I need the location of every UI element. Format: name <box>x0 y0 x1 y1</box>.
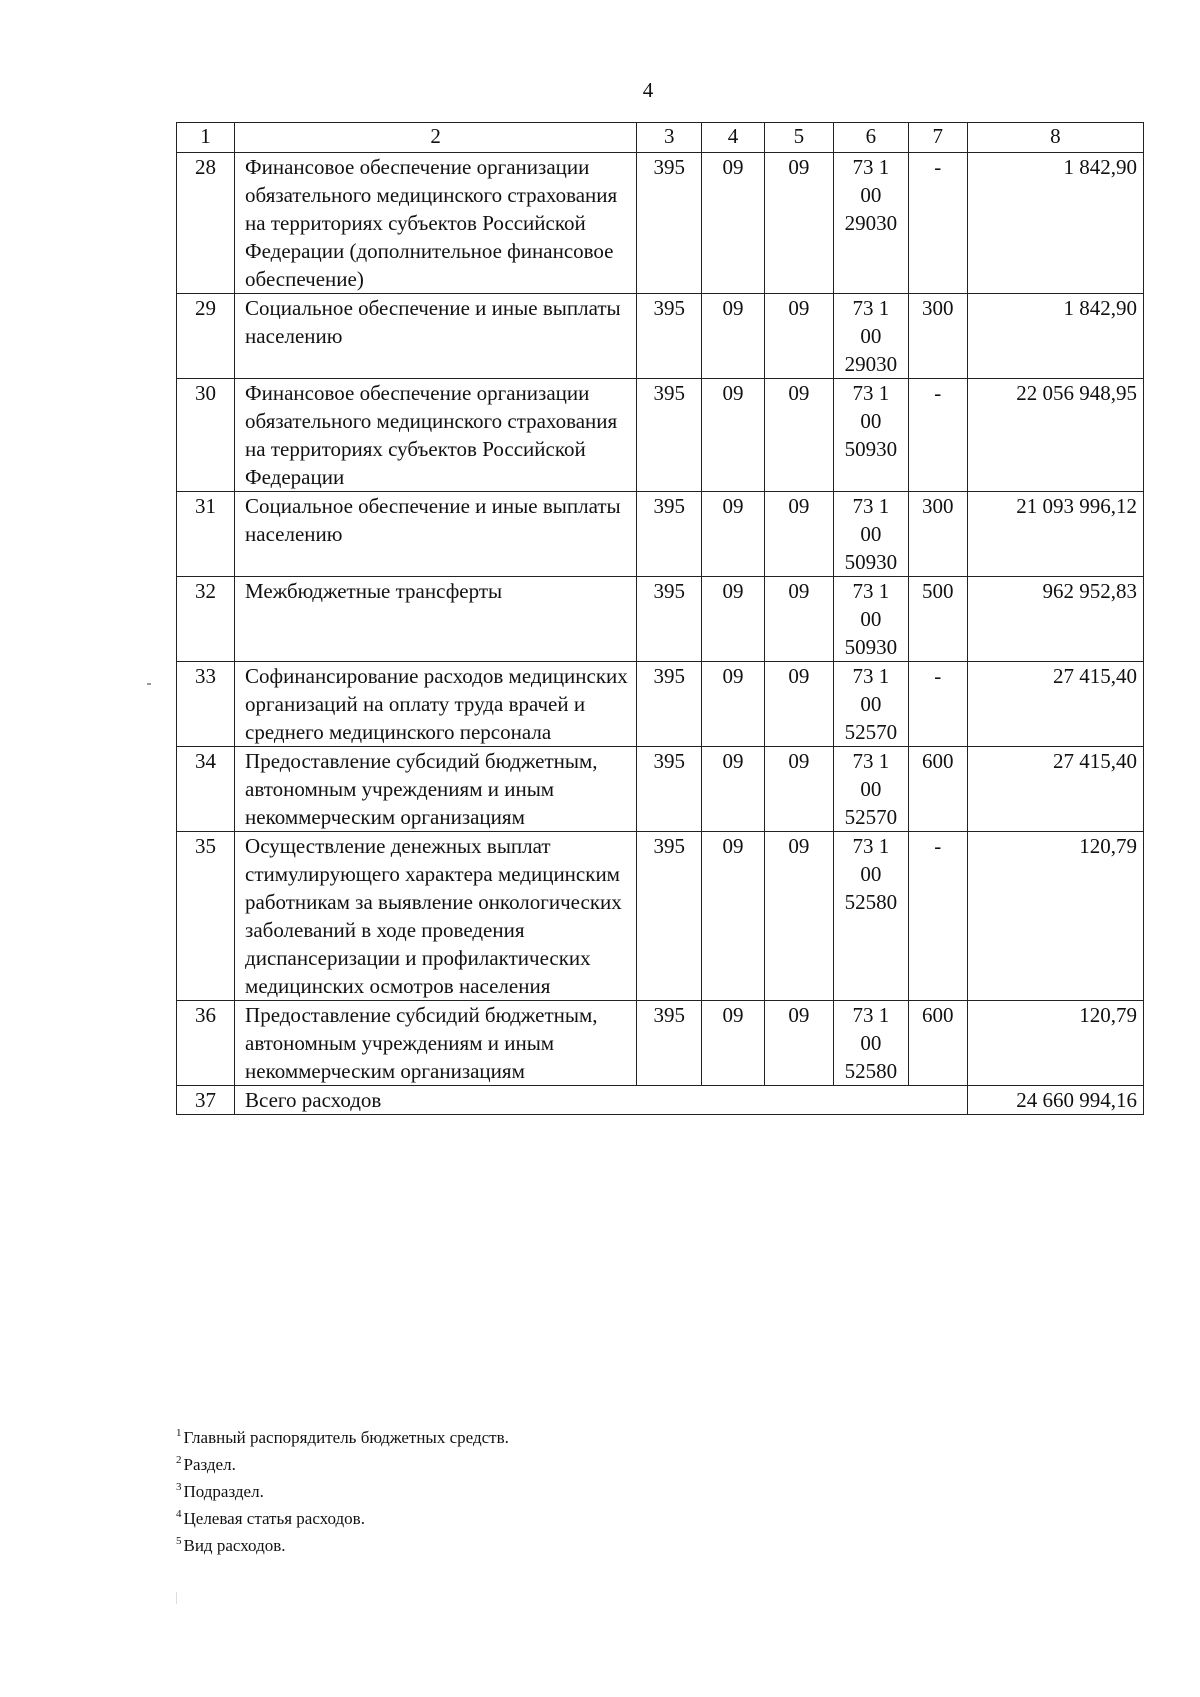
target-article-part: 73 1 00 <box>852 296 890 348</box>
row-name: Социальное обеспечение и иные выплаты населению <box>235 294 637 379</box>
row-number: 33 <box>177 662 235 747</box>
footnote-mark: 2 <box>176 1454 182 1466</box>
section-code: 09 <box>702 379 764 492</box>
expense-kind: 300 <box>908 294 967 379</box>
expenditure-table <box>176 122 1144 1115</box>
column-header: 1 <box>177 123 235 153</box>
target-article-part: 73 1 00 <box>852 1003 890 1055</box>
row-number: 36 <box>177 1001 235 1086</box>
subsection-code: 09 <box>764 577 833 662</box>
section-code: 09 <box>702 747 764 832</box>
row-number: 28 <box>177 153 235 294</box>
row-name: Финансовое обеспечение организации обязательного медицинского страхования на территориях субъектов Российской Федерации <box>235 379 637 492</box>
row-number: 31 <box>177 492 235 577</box>
amount: 22 056 948,95 <box>967 379 1143 492</box>
target-article-part: 73 1 00 <box>852 834 890 886</box>
subsection-code: 09 <box>764 153 833 294</box>
row-name: Софинансирование расходов медицинских организаций на оплату труда врачей и среднего медицинского персонала <box>235 662 637 747</box>
row-name: Межбюджетные трансферты <box>235 577 637 662</box>
row-name: Социальное обеспечение и иные выплаты населению <box>235 492 637 577</box>
section-code: 09 <box>702 492 764 577</box>
target-article-part: 50930 <box>844 550 898 574</box>
footnote-mark: 5 <box>176 1535 182 1547</box>
grbs-code: 395 <box>637 747 702 832</box>
target-article-part: 73 1 00 <box>852 664 890 716</box>
row-name: Финансовое обеспечение организации обязательного медицинского страхования на территориях субъектов Российской Федерации (дополнительное финансовое обеспечение) <box>235 153 637 294</box>
grbs-code: 395 <box>637 153 702 294</box>
footnote-mark: 3 <box>176 1481 182 1493</box>
table-row <box>177 662 1144 747</box>
target-article <box>834 294 909 379</box>
grbs-code: 395 <box>637 1001 702 1086</box>
amount: 27 415,40 <box>967 662 1143 747</box>
row-name: Предоставление субсидий бюджетным, автономным учреждениям и иным некоммерческим организациям <box>235 1001 637 1086</box>
expense-kind: 300 <box>908 492 967 577</box>
grbs-code: 395 <box>637 492 702 577</box>
table-row <box>177 153 1144 294</box>
scan-artifact <box>147 683 151 685</box>
grbs-code: 395 <box>637 379 702 492</box>
target-article-part: 73 1 00 <box>852 155 890 207</box>
subsection-code: 09 <box>764 379 833 492</box>
target-article-part: 73 1 00 <box>852 381 890 433</box>
footnote-text: Целевая статья расходов. <box>183 1509 365 1528</box>
subsection-code: 09 <box>764 1001 833 1086</box>
row-name: Предоставление субсидий бюджетным, автономным учреждениям и иным некоммерческим организациям <box>235 747 637 832</box>
column-header: 8 <box>967 123 1143 153</box>
total-amount: 24 660 994,16 <box>967 1086 1143 1115</box>
grbs-code: 395 <box>637 577 702 662</box>
column-header: 7 <box>908 123 967 153</box>
target-article-part: 52570 <box>844 720 898 744</box>
row-number: 34 <box>177 747 235 832</box>
subsection-code: 09 <box>764 747 833 832</box>
amount: 962 952,83 <box>967 577 1143 662</box>
column-header: 2 <box>235 123 637 153</box>
target-article <box>834 662 909 747</box>
target-article-part: 29030 <box>844 352 898 376</box>
target-article <box>834 832 909 1001</box>
target-article <box>834 492 909 577</box>
expense-kind: - <box>908 662 967 747</box>
subsection-code: 09 <box>764 294 833 379</box>
row-number: 32 <box>177 577 235 662</box>
footnote-mark: 1 <box>176 1427 182 1439</box>
amount: 27 415,40 <box>967 747 1143 832</box>
page-number: 4 <box>642 78 654 102</box>
column-header: 6 <box>834 123 909 153</box>
table-row <box>177 492 1144 577</box>
section-code: 09 <box>702 832 764 1001</box>
expense-kind: - <box>908 153 967 294</box>
column-header: 5 <box>764 123 833 153</box>
target-article-part: 73 1 00 <box>852 494 890 546</box>
subsection-code: 09 <box>764 492 833 577</box>
footnotes <box>176 1422 509 1557</box>
footnote-text: Раздел. <box>183 1455 236 1474</box>
target-article-part: 50930 <box>844 437 898 461</box>
grbs-code: 395 <box>637 294 702 379</box>
expense-kind: - <box>908 379 967 492</box>
row-name: Осуществление денежных выплат стимулирующего характера медицинским работникам за выявление онкологических заболеваний в ходе проведения диспансеризации и профилактических медицинских осмотров населения <box>235 832 637 1001</box>
table-row <box>177 379 1144 492</box>
target-article-part: 52580 <box>844 1059 898 1083</box>
target-article-part: 29030 <box>844 211 898 235</box>
row-number: 37 <box>177 1086 235 1115</box>
section-code: 09 <box>702 662 764 747</box>
column-header: 4 <box>702 123 764 153</box>
target-article-part: 50930 <box>844 635 898 659</box>
target-article <box>834 379 909 492</box>
amount: 21 093 996,12 <box>967 492 1143 577</box>
target-article-part: 52570 <box>844 805 898 829</box>
footnote-text: Вид расходов. <box>183 1536 286 1555</box>
expense-kind: 500 <box>908 577 967 662</box>
subsection-code: 09 <box>764 662 833 747</box>
row-number: 30 <box>177 379 235 492</box>
scan-artifact <box>176 1592 177 1604</box>
footnote <box>176 1530 509 1557</box>
footnote <box>176 1449 509 1476</box>
footnote-text: Главный распорядитель бюджетных средств. <box>183 1428 509 1447</box>
footnote-text: Подраздел. <box>183 1482 264 1501</box>
section-code: 09 <box>702 153 764 294</box>
section-code: 09 <box>702 577 764 662</box>
footnote-mark: 4 <box>176 1508 182 1520</box>
footnote <box>176 1503 509 1530</box>
table-row <box>177 747 1144 832</box>
column-header: 3 <box>637 123 702 153</box>
amount: 120,79 <box>967 832 1143 1001</box>
amount: 1 842,90 <box>967 153 1143 294</box>
table-row <box>177 832 1144 1001</box>
expense-kind: 600 <box>908 747 967 832</box>
table-header-row <box>177 123 1144 153</box>
expense-kind: 600 <box>908 1001 967 1086</box>
total-label: Всего расходов <box>235 1086 968 1115</box>
section-code: 09 <box>702 294 764 379</box>
row-number: 35 <box>177 832 235 1001</box>
target-article <box>834 747 909 832</box>
table-row <box>177 577 1144 662</box>
target-article <box>834 1001 909 1086</box>
table-row <box>177 294 1144 379</box>
footnote <box>176 1422 509 1449</box>
expense-kind: - <box>908 832 967 1001</box>
table-row <box>177 1001 1144 1086</box>
target-article <box>834 577 909 662</box>
target-article-part: 52580 <box>844 890 898 914</box>
amount: 1 842,90 <box>967 294 1143 379</box>
target-article-part: 73 1 00 <box>852 579 890 631</box>
section-code: 09 <box>702 1001 764 1086</box>
amount: 120,79 <box>967 1001 1143 1086</box>
footnote <box>176 1476 509 1503</box>
grbs-code: 395 <box>637 662 702 747</box>
table-body <box>177 153 1144 1086</box>
target-article-part: 73 1 00 <box>852 749 890 801</box>
target-article <box>834 153 909 294</box>
row-number: 29 <box>177 294 235 379</box>
total-row <box>177 1086 1144 1115</box>
grbs-code: 395 <box>637 832 702 1001</box>
subsection-code: 09 <box>764 832 833 1001</box>
